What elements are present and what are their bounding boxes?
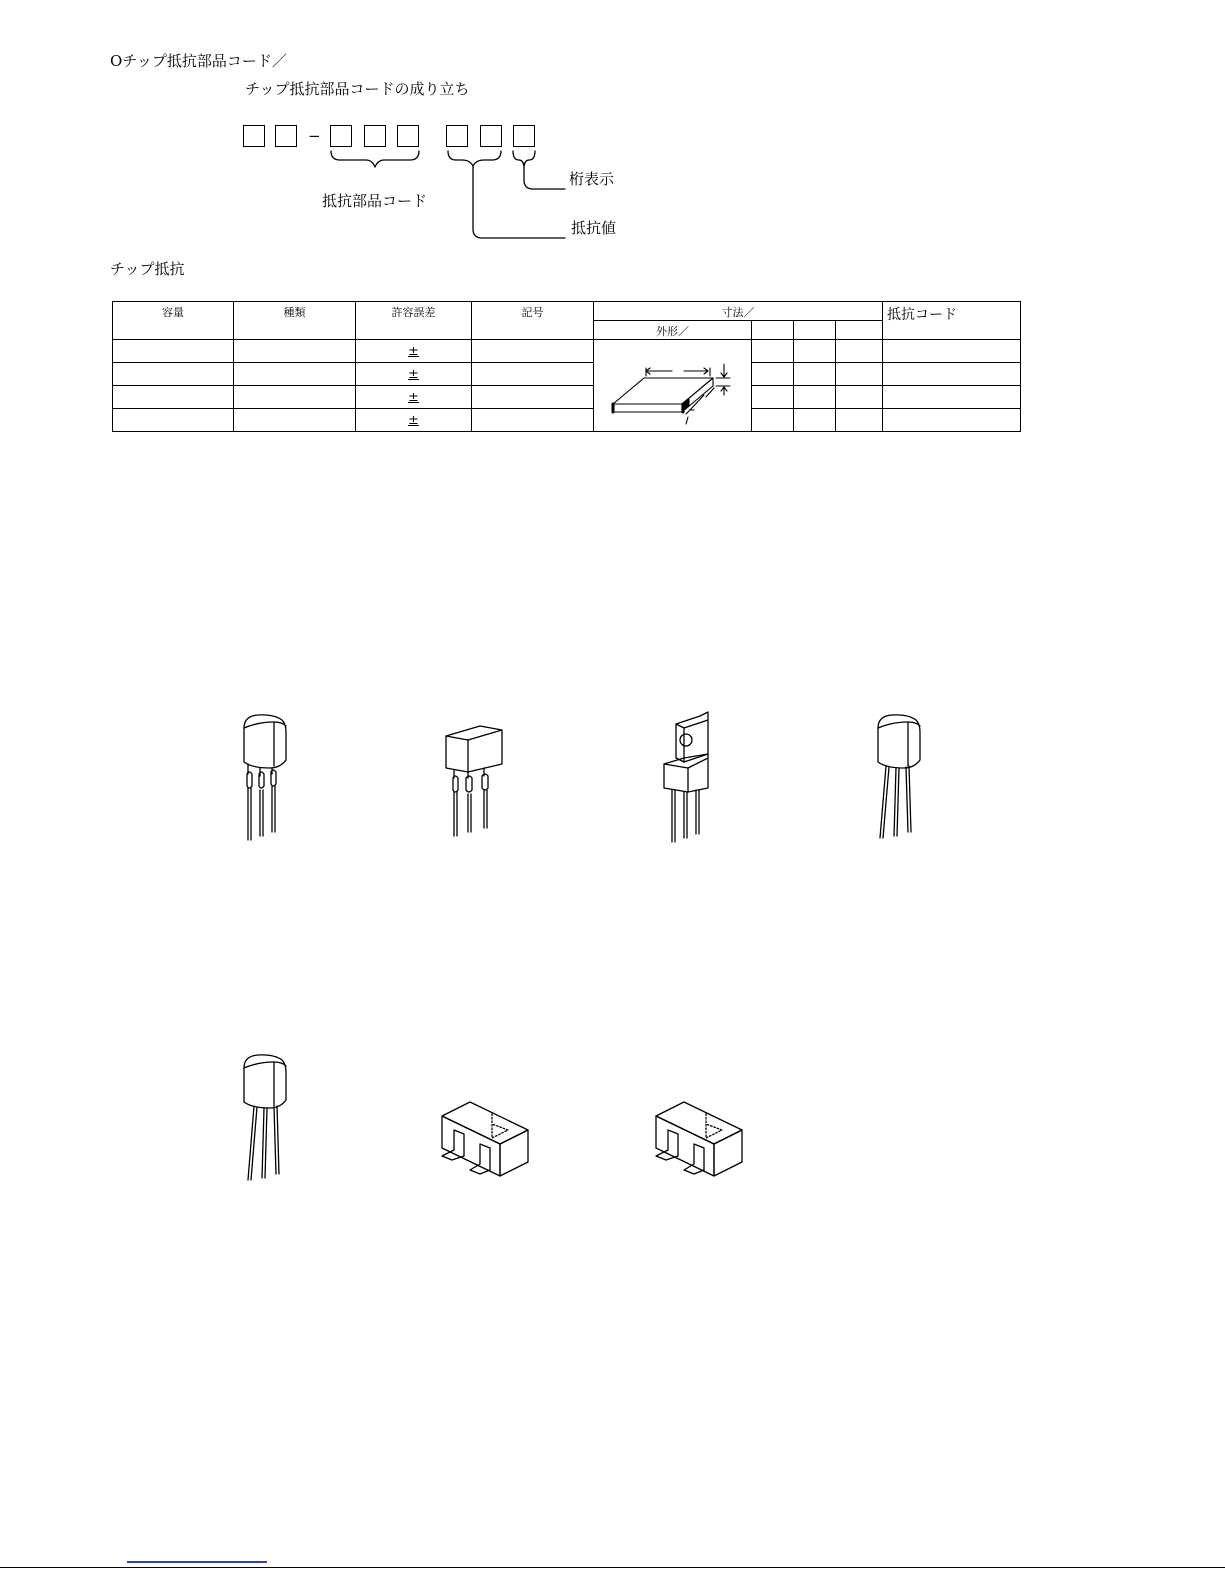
header-tolerance: 許容誤差	[356, 302, 472, 340]
header-type: 種類	[234, 302, 356, 340]
to92-small-drawing	[244, 1055, 286, 1180]
header-shape: 外形／	[594, 321, 752, 340]
to92l-transistor-drawing	[446, 726, 502, 836]
header-symbol: 記号	[472, 302, 594, 340]
header-resistor-code: 抵抗コード	[883, 302, 1021, 340]
tolerance-cell: ±	[356, 386, 472, 409]
header-dimensions: 寸法／	[594, 302, 883, 321]
to92-straight-leads-drawing	[878, 715, 920, 838]
chip-resistor-sketch	[613, 364, 730, 424]
tolerance-cell: ±	[356, 409, 472, 432]
header-capacity: 容量	[113, 302, 234, 340]
to92-transistor-drawing	[244, 715, 286, 840]
section-heading: Oチップ抵抗部品コード／	[110, 52, 287, 70]
label-part-code: 抵抗部品コード	[322, 192, 428, 210]
tolerance-cell: ±	[356, 363, 472, 386]
footer-link[interactable]	[127, 1561, 267, 1563]
footer-rule	[0, 1567, 1225, 1568]
code-braces	[331, 151, 565, 238]
to220-transistor-drawing	[664, 712, 708, 842]
tolerance-cell: ±	[356, 340, 472, 363]
code-separator: −	[308, 127, 321, 145]
sot23-smd-drawing	[442, 1102, 528, 1176]
sot23-smd-alt-drawing	[656, 1102, 742, 1176]
label-value: 抵抗値	[571, 219, 617, 237]
table-title: チップ抵抗	[110, 260, 185, 278]
label-digit: 桁表示	[569, 170, 615, 188]
section-subheading: チップ抵抗部品コードの成り立ち	[245, 80, 470, 98]
